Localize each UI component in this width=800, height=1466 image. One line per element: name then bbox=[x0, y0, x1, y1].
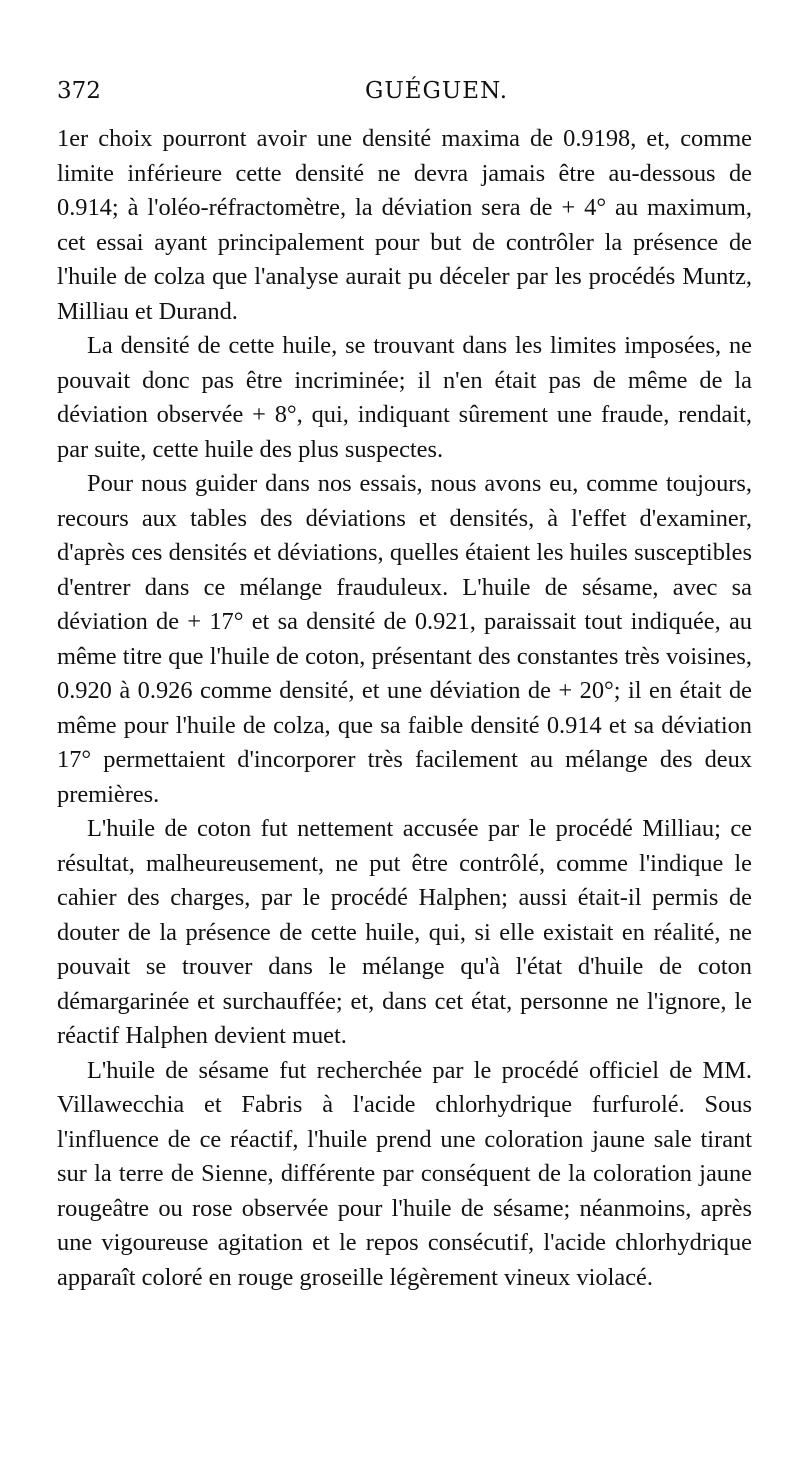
paragraph: Pour nous guider dans nos essais, nous avons eu, comme toujours, recours aux tables des déviations et densités, à l'effet d'examiner, d'après ces densités et déviations, quelles étaient les huiles susceptibles d'entrer dans ce mélange frauduleux. L'huile de sésame, avec sa déviation de + 17° et sa densité de 0.921, paraissait tout indiquée, au même titre que l'huile de coton, présentant des constantes très voisines, 0.920 à 0.926 comme densité, et une déviation de + 20°; il en était de même pour l'huile de colza, que sa faible densité 0.914 et sa déviation 17° permettaient d'incorporer très facilement au mélange des deux premières. bbox=[57, 470, 752, 808]
body-text bbox=[57, 122, 752, 1295]
paragraph: La densité de cette huile, se trouvant dans les limites imposées, ne pouvait donc pas être incriminée; il n'en était pas de même de la déviation observée + 8°, qui, indiquant sûrement une fraude, rendait, par suite, cette huile des plus suspectes. bbox=[57, 332, 752, 463]
page-number: 372 bbox=[57, 78, 101, 104]
page-header bbox=[57, 78, 750, 112]
paragraph: 1er choix pourront avoir une densité maxima de 0.9198, et, comme limite inférieure cette densité ne devra jamais être au-dessous de 0.914; à l'oléo-réfractomètre, la déviation sera de + 4° au maximum, cet essai ayant principalement pour but de contrôler la présence de l'huile de colza que l'analyse aurait pu déceler par les procédés Muntz, Milliau et Durand. bbox=[57, 125, 752, 325]
paragraph: L'huile de sésame fut recherchée par le procédé officiel de MM. Villawecchia et Fabris à l'acide chlorhydrique furfurolé. Sous l'influence de ce réactif, l'huile prend une coloration jaune sale tirant sur la terre de Sienne, différente par conséquent de la coloration jaune rougeâtre ou rose observée pour l'huile de sésame; néanmoins, après une vigoureuse agitation et le repos consécutif, l'acide chlorhydrique apparaît coloré en rouge groseille légèrement vineux violacé. bbox=[57, 1056, 752, 1291]
paragraph: L'huile de coton fut nettement accusée par le procédé Milliau; ce résultat, malheureusement, ne put être contrôlé, comme l'indique le cahier des charges, par le procédé Halphen; aussi était-il permis de douter de la présence de cette huile, qui, si elle existait en réalité, ne pouvait se trouver dans le mélange qu'à l'état d'huile de coton démargarinée et surchauffée; et, dans cet état, personne ne l'ignore, le réactif Halphen devient muet. bbox=[57, 815, 752, 1049]
running-head: GUÉGUEN. bbox=[365, 78, 509, 104]
